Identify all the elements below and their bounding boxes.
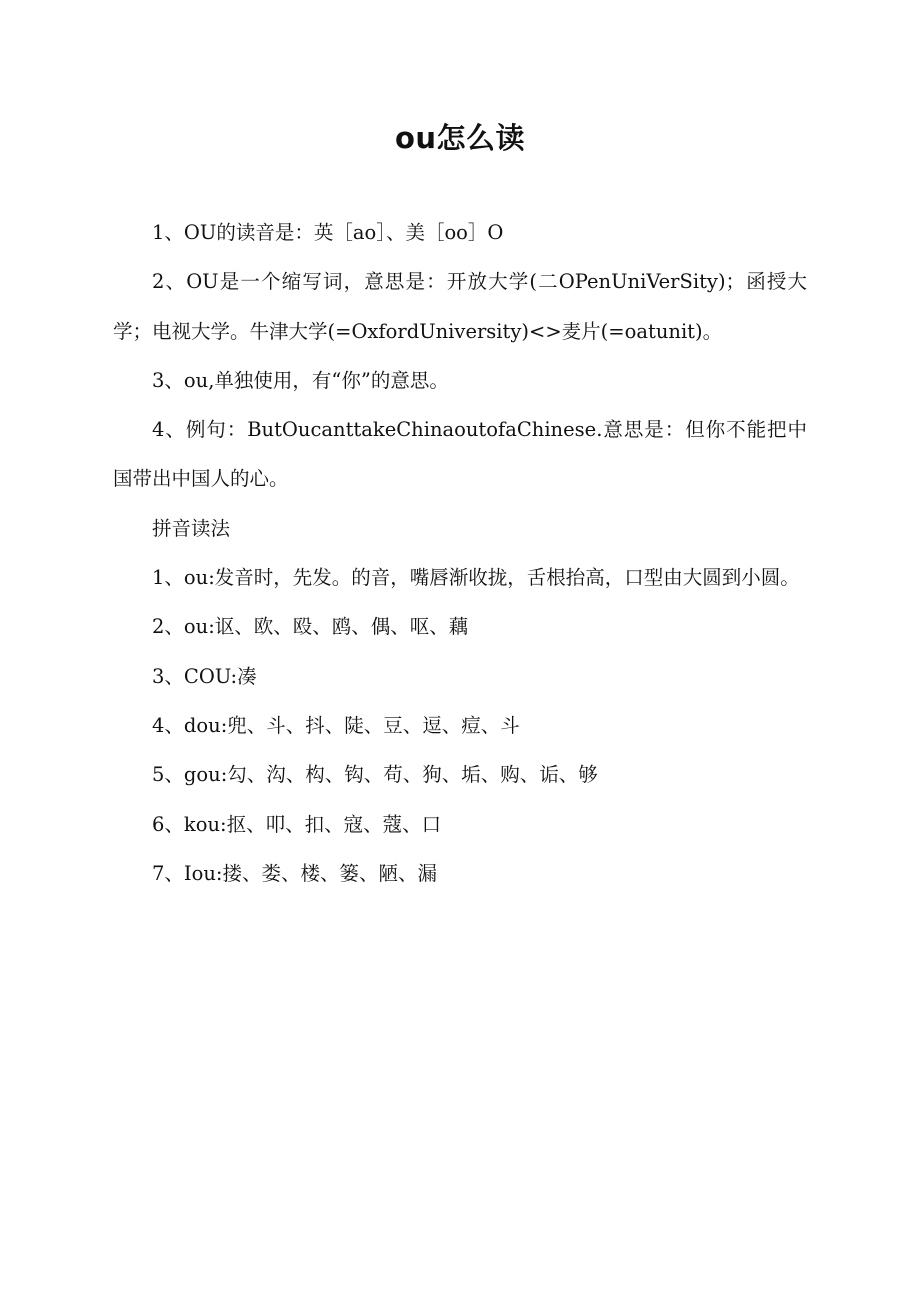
paragraph-usage: 3、ou,单独使用，有“你”的意思。	[152, 368, 449, 392]
pinyin-item: 3、COU:凑	[152, 664, 257, 688]
document-title: ou怎么读	[394, 121, 526, 155]
paragraph-pronunciation: 1、OU的读音是：英［ao］、美［oo］O	[152, 221, 504, 244]
pinyin-item: 1、ou:发音时，先发。的音，嘴唇渐收拢，舌根抬高，口型由大圆到小圆。	[152, 566, 800, 590]
pinyin-item: 5、gou:勾、沟、构、钩、苟、狗、垢、购、诟、够	[152, 763, 598, 787]
pinyin-item: 2、ou:讴、欧、殴、鸥、偶、呕、藕	[152, 615, 469, 639]
paragraph-abbreviation: 2、OU是一个缩写词，意思是：开放大学(二OPenUniVerSity)；函授大学；电视大学。牛津大学(=OxfordUniversity)<>麦片(=oatunit)。	[113, 270, 807, 343]
pinyin-item: 6、kou:抠、叩、扣、寇、蔻、口	[152, 812, 442, 836]
section-heading-pinyin: 拼音读法	[152, 516, 231, 540]
paragraph-example: 4、例句：ButOucanttakeChinaoutofaChinese.意思是：但你不能把中国带出中国人的心。	[113, 418, 807, 491]
pinyin-item: 4、dou:兜、斗、抖、陡、豆、逗、痘、斗	[152, 713, 520, 737]
pinyin-item: 7、Iou:搂、娄、楼、篓、陋、漏	[152, 861, 437, 885]
document-body	[113, 208, 807, 898]
